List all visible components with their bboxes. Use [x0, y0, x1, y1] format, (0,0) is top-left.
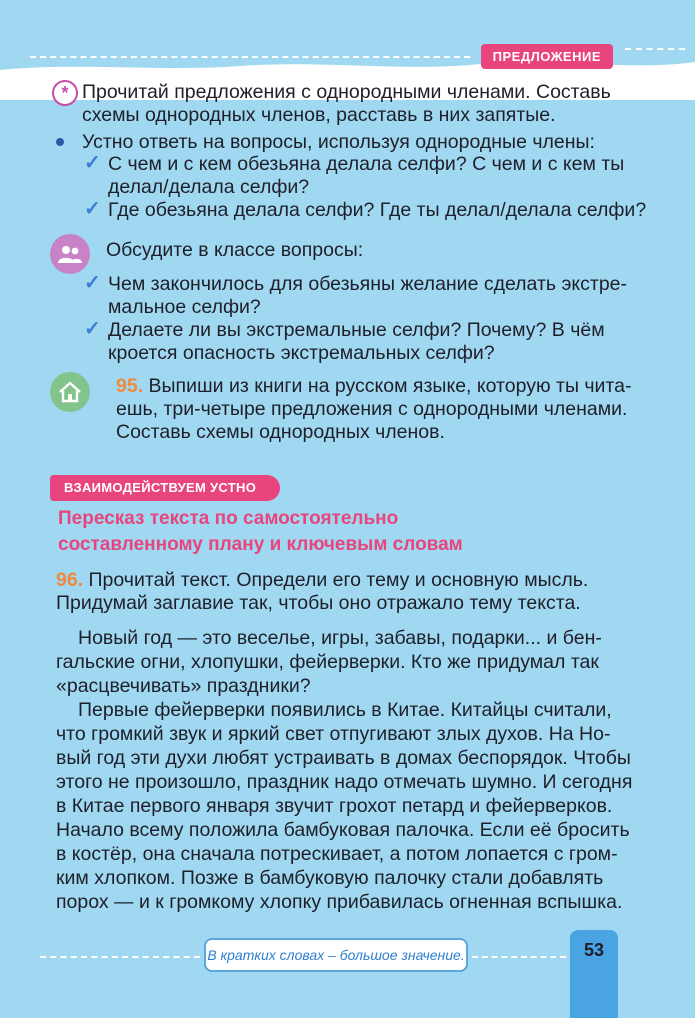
check-icon: ✓ — [84, 272, 101, 294]
bottom-dash-line-left — [40, 956, 200, 958]
page-number: 53 — [583, 940, 605, 960]
story-line-10: в костёр, она сначала потрескивает, а потом лопается с гром- — [56, 843, 618, 865]
discuss-check-2-line-1: Делаете ли вы экстремальные селфи? Почему? В чём — [108, 319, 605, 341]
story-line-12: порох — и к громкому хлопку прибавилась огненная вспышка. — [56, 891, 623, 913]
group-icon — [50, 234, 90, 274]
task96-number: 96. — [56, 569, 84, 591]
story-line-3: «расцвечивать» праздники? — [56, 675, 311, 697]
story-line-6: вый год эти духи любят устраивать в домах беспорядок. Чтобы — [56, 747, 631, 769]
discuss-check-1-line-1: Чем закончилось для обезьяны желание сделать экстре- — [108, 273, 628, 295]
story-line-5: что громкий звук и яркий свет отпугивают злых духов. На Но- — [56, 723, 611, 745]
task-star-line-2: схемы однородных членов, расставь в них запятые. — [82, 104, 556, 126]
task95-line-1 — [116, 374, 632, 398]
proverb-box: В кратких словах – большое значение. — [204, 938, 468, 972]
check-icon: ✓ — [84, 152, 101, 174]
task-bullet-check-2-line-1: Где обезьяна делала селфи? Где ты делал/делала селфи? — [108, 199, 647, 221]
bottom-dash-line-right — [472, 956, 566, 958]
story-line-8: в Китае первого января звучит грохот петард и фейерверков. — [56, 795, 613, 817]
discuss-check-1-line-2: мальное селфи? — [108, 296, 261, 318]
task-bullet-line: Устно ответь на вопросы, используя однородные члены: — [82, 131, 595, 153]
bullet-dot — [56, 138, 64, 146]
page-number-tab — [570, 930, 618, 1018]
story-line-11: ким хлопком. Позже в бамбуковую палочку стали добавлять — [56, 867, 604, 889]
task96-line-1 — [56, 568, 588, 592]
story-line-4: Первые фейерверки появились в Китае. Китайцы считали, — [78, 699, 612, 721]
task95-line-1-text: Выпиши из книги на русском языке, которую ты чита- — [143, 375, 632, 397]
check-icon: ✓ — [84, 318, 101, 340]
check-icon: ✓ — [84, 198, 101, 220]
task95-number: 95. — [116, 375, 144, 397]
task96-line-1-text: Прочитай текст. Определи его тему и основную мысль. — [83, 569, 589, 591]
task-star-line-1: Прочитай предложения с однородными членами. Составь — [82, 81, 611, 103]
task-bullet-check-1-line-1: С чем и с кем обезьяна делала селфи? С чем и с кем ты — [108, 153, 625, 175]
discuss-check-2-line-2: кроется опасность экстремальных селфи? — [108, 342, 495, 364]
story-line-1: Новый год — это веселье, игры, забавы, подарки... и бен- — [78, 627, 602, 649]
story-line-7: этого не произошло, праздник надо отмечать шумно. И сегодня — [56, 771, 633, 793]
asterisk-icon: * — [52, 80, 78, 106]
discuss-title: Обсудите в классе вопросы: — [106, 239, 364, 261]
story-line-9: Начало всему положила бамбуковая палочка. Если её бросить — [56, 819, 630, 841]
task95-line-2: ешь, три-четыре предложения с однородными членами. — [116, 398, 628, 420]
task95-line-3: Составь схемы однородных членов. — [116, 421, 445, 443]
interact-tag: ВЗАИМОДЕЙСТВУЕМ УСТНО — [50, 475, 280, 501]
home-icon — [50, 372, 90, 412]
interact-title-line-1: Пересказ текста по самостоятельно — [58, 508, 399, 529]
task-bullet-check-1-line-2: делал/делала селфи? — [108, 176, 310, 198]
interact-title-line-2: составленному плану и ключевым словам — [58, 534, 463, 555]
section-tag: ПРЕДЛОЖЕНИЕ — [481, 44, 613, 69]
task96-line-2: Придумай заглавие так, чтобы оно отражало тему текста. — [56, 592, 581, 614]
section-divider — [200, 456, 500, 459]
story-line-2: гальские огни, хлопушки, фейерверки. Кто же придумал так — [56, 651, 599, 673]
